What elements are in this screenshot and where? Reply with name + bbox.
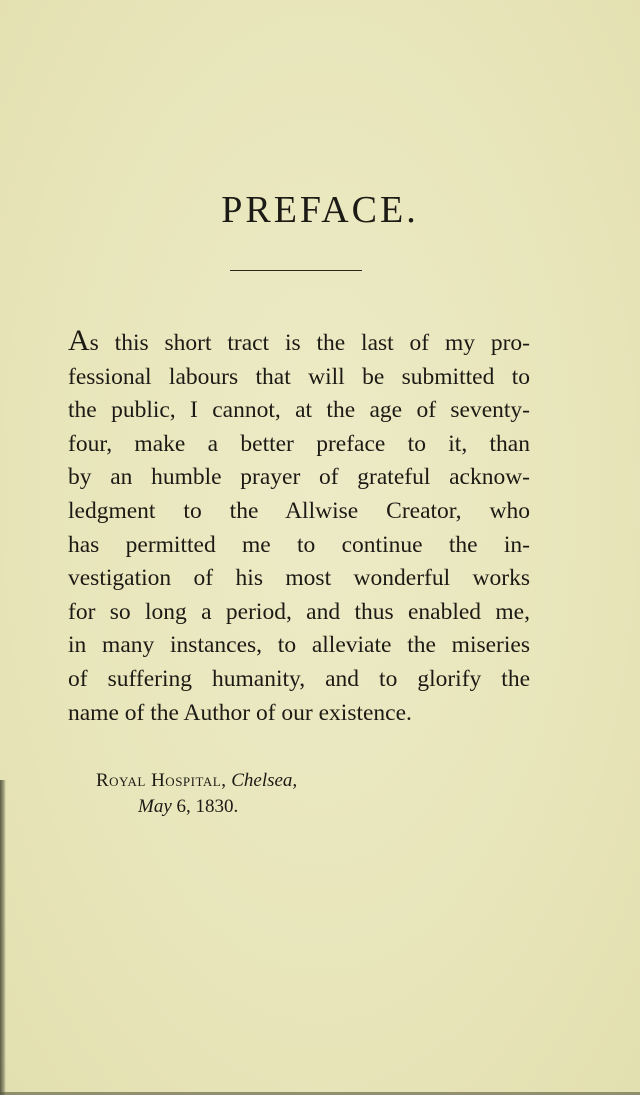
body-line-12: name of the Author of our existence. <box>68 699 412 726</box>
body-line-4: four, make a better preface to it, than <box>68 430 530 457</box>
body-line-7: has permitted me to continue the in- <box>68 531 530 558</box>
preface-body <box>68 324 530 730</box>
title-rule <box>230 270 362 271</box>
body-line-1: As this short tract is the last of my pro- <box>68 324 530 357</box>
signature-block <box>96 768 297 820</box>
signature-date <box>96 794 297 820</box>
body-line-9: for so long a period, and thus enabled me, <box>68 598 530 625</box>
signature-place-italic: Chelsea, <box>231 770 298 791</box>
signature-date-rest: 6, 1830. <box>176 796 239 817</box>
signature-place: Royal Hospital, <box>96 770 227 791</box>
body-line-5: by an humble prayer of grateful acknow- <box>68 464 530 491</box>
page-title: PREFACE. <box>221 189 419 231</box>
body-line-10: in many instances, to alleviate the miseries <box>68 632 530 659</box>
body-line-11: of suffering humanity, and to glorify the <box>68 665 530 692</box>
body-line-8: vestigation of his most wonderful works <box>68 565 530 592</box>
body-line-2: fessional labours that will be submitted to <box>68 363 530 390</box>
signature-month: May <box>138 796 172 817</box>
page-spine-shadow <box>0 780 6 1095</box>
body-line-6: ledgment to the Allwise Creator, who <box>68 497 530 524</box>
drop-cap: A <box>68 324 90 357</box>
body-line-3: the public, I cannot, at the age of seventy- <box>68 397 530 424</box>
